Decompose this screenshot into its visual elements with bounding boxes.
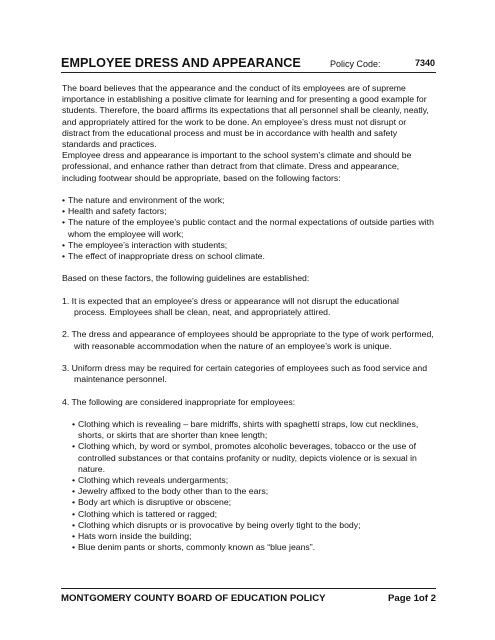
inappropriate-item: • Clothing which disrupts or is provocative by being overly tight to the body; [72,520,434,531]
policy-footer [61,588,436,605]
guideline-item: 2. The dress and appearance of employees should be appropriate to the type of work performed, with reasonable accommodation when the nature of an employee’s work is unique. [62,329,434,351]
factor-item: • Health and safety factors; [62,206,434,217]
policy-code-value: 7340 [414,58,435,68]
inappropriate-item: • Hats worn inside the building; [72,531,434,542]
factor-item: • The nature and environment of the work; [62,195,434,206]
inappropriate-list [62,419,434,553]
guidelines-list [62,296,434,408]
inappropriate-item: • Clothing which is revealing – bare midriffs, shirts with spaghetti straps, low cut necklines, shorts, or skirts that are shorter than knee length; [72,419,434,441]
inappropriate-item: • Clothing which, by word or symbol, promotes alcoholic beverages, tobacco or the use of controlled substances or that contains profanity or nudity, depicts violence or is sexual in nature. [72,441,434,475]
footer-page-number: Page 1of 2 [388,593,436,604]
inappropriate-item: • Clothing which is tattered or ragged; [72,509,434,520]
guideline-item: 1. It is expected that an employee’s dress or appearance will not disrupt the educational process. Employees shall be clean, neat, and appropriately attired. [62,295,399,318]
inappropriate-item: • Clothing which reveals undergarments; [72,475,434,486]
policy-body [62,83,434,553]
footer-organization: MONTGOMERY COUNTY BOARD OF EDUCATION POLICY [61,593,326,604]
guideline-item: 4. The following are considered inappropriate for employees: [62,396,296,407]
policy-code-label: Policy Code: [330,59,381,69]
factors-list [62,195,434,262]
intro-paragraph-2: Employee dress and appearance is important to the school system’s climate and should be professional, and enhance rather than detract from that climate. Dress and appearance, including footwear should be appropriate, based on the following factors: [62,150,412,183]
factor-item: • The nature of the employee’s public contact and the normal expectations of outside parties with whom the employee will work; [62,217,434,239]
factor-item: • The effect of inappropriate dress on school climate. [62,251,434,262]
inappropriate-item: • Jewelry affixed to the body other than to the ears; [72,486,434,497]
inappropriate-item: • Body art which is disruptive or obscene; [72,497,434,508]
policy-header [61,56,436,73]
policy-title: EMPLOYEE DRESS AND APPEARANCE [61,56,301,70]
intro-paragraph-1: The board believes that the appearance and the conduct of its employees are of supreme importance in establishing a positive climate for learning and for presenting a good example for students. Therefore, the board affirms its expectations that all personnel shall be cleanly, neatly, and appropriately attired for the work to be done. An employee’s dress must not disrupt or distract from the educational process and must be in accordance with health and safety standards and practices. [62,83,429,150]
guidelines-intro: Based on these factors, the following guidelines are established: [62,273,310,284]
factor-item: • The employee’s interaction with students; [62,240,434,251]
guideline-item: 3. Uniform dress may be required for certain categories of employees such as food service and maintenance personnel. [62,363,428,385]
inappropriate-item: • Blue denim pants or shorts, commonly known as “blue jeans”. [72,542,434,553]
